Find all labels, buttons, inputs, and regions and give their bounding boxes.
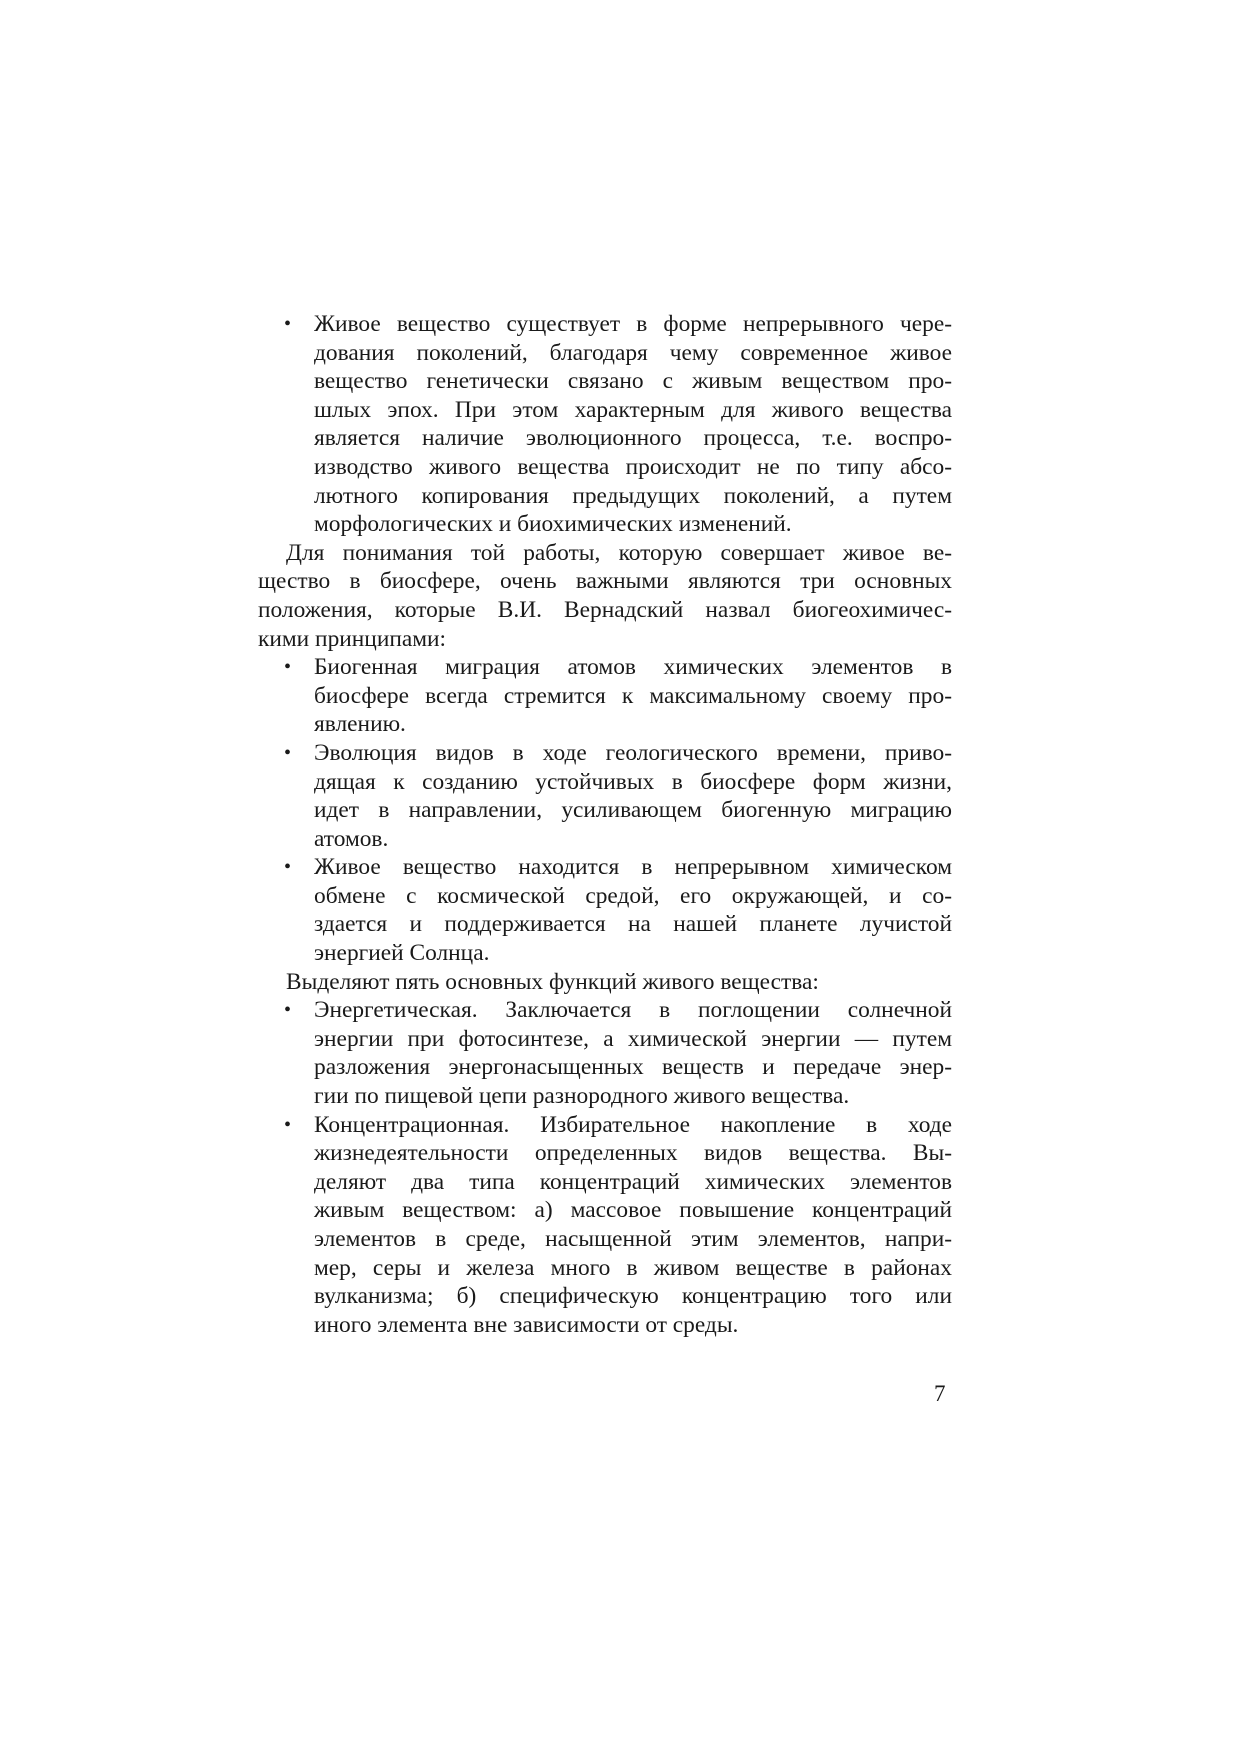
text-line: гии по пищевой цепи разнородного живого вещества.: [314, 1083, 850, 1110]
text-line: Для понимания той работы, которую совершает живое ве-: [286, 539, 952, 566]
text-line: иного элемента вне зависимости от среды.: [314, 1311, 739, 1338]
bullet-item: [284, 996, 952, 1110]
text-line: жизнедеятельности определенных видов вещества. Вы-: [314, 1140, 952, 1167]
text-line: мер, серы и железа много в живом веществе в районах: [314, 1254, 952, 1281]
paragraph: [286, 968, 952, 997]
text-line: идет в направлении, усиливающем биогенную миграцию: [314, 797, 952, 824]
text-line: изводство живого вещества происходит не по типу абсо-: [314, 453, 952, 480]
bullet-marker: •: [284, 856, 292, 879]
text-line: Концентрационная. Избирательное накопление в ходе: [314, 1111, 952, 1138]
text-line: Живое вещество находится в непрерывном химическом: [314, 854, 952, 881]
text-line: живым веществом: а) массовое повышение концентраций: [314, 1197, 952, 1224]
text-line: энергии при фотосинтезе, а химической энергии — путем: [314, 1025, 952, 1052]
text-line: щество в биосфере, очень важными являются три основных: [258, 568, 952, 595]
text-line: кими принципами:: [258, 625, 447, 652]
text-line: Энергетическая. Заключается в поглощении солнечной: [314, 997, 952, 1024]
paragraph: [258, 539, 952, 653]
text-line: здается и поддерживается на нашей планете лучистой: [314, 911, 952, 938]
text-line: лютного копирования предыдущих поколений, а путем: [314, 482, 952, 509]
text-line: биосфере всегда стремится к максимальному своему про-: [314, 682, 952, 709]
bullet-marker: •: [284, 313, 292, 335]
text-line: является наличие эволюционного процесса, т.е. воспро-: [314, 425, 952, 452]
bullet-item: [284, 1111, 952, 1340]
page-number: 7: [934, 1381, 946, 1406]
bullet-marker: •: [284, 741, 292, 764]
text-line: шлых эпох. При этом характерным для живого вещества: [314, 396, 952, 423]
text-line: обмене с космической средой, его окружающей, и со-: [314, 882, 952, 909]
bullet-marker: •: [284, 999, 292, 1022]
text-line: явлению.: [314, 711, 406, 738]
text-line: Эволюция видов в ходе геологического времени, приво-: [314, 739, 952, 766]
text-line: дования поколений, благодаря чему современное живое: [314, 339, 952, 366]
bullet-item: [284, 310, 952, 539]
bullet-marker: •: [284, 1113, 292, 1136]
text-line: Живое вещество существует в форме непрерывного чере-: [314, 311, 952, 337]
text-line: атомов.: [314, 825, 389, 852]
text-line: разложения энергонасыщенных веществ и передаче энер-: [314, 1054, 952, 1081]
bullet-marker: •: [284, 656, 292, 679]
bullet-item: [284, 739, 952, 853]
text-line: положения, которые В.И. Вернадский назвал биогеохимичес-: [258, 596, 952, 623]
text-line: энергией Солнца.: [314, 940, 490, 967]
bullet-item: [284, 653, 952, 739]
text-line: деляют два типа концентраций химических элементов: [314, 1168, 952, 1195]
text-line: дящая к созданию устойчивых в биосфере форм жизни,: [314, 768, 952, 795]
text-line: вулканизма; б) специфическую концентрацию того или: [314, 1283, 952, 1310]
text-line: морфологических и биохимических изменений.: [314, 511, 792, 538]
text-line: Биогенная миграция атомов химических элементов в: [314, 654, 952, 681]
text-line: элементов в среде, насыщенной этим элементов, напри-: [314, 1226, 952, 1252]
bullet-item: [284, 853, 952, 967]
text-line: вещество генетически связано с живым веществом про-: [314, 368, 952, 395]
text-line: Выделяют пять основных функций живого вещества:: [286, 968, 819, 995]
page-text: [258, 310, 952, 1339]
